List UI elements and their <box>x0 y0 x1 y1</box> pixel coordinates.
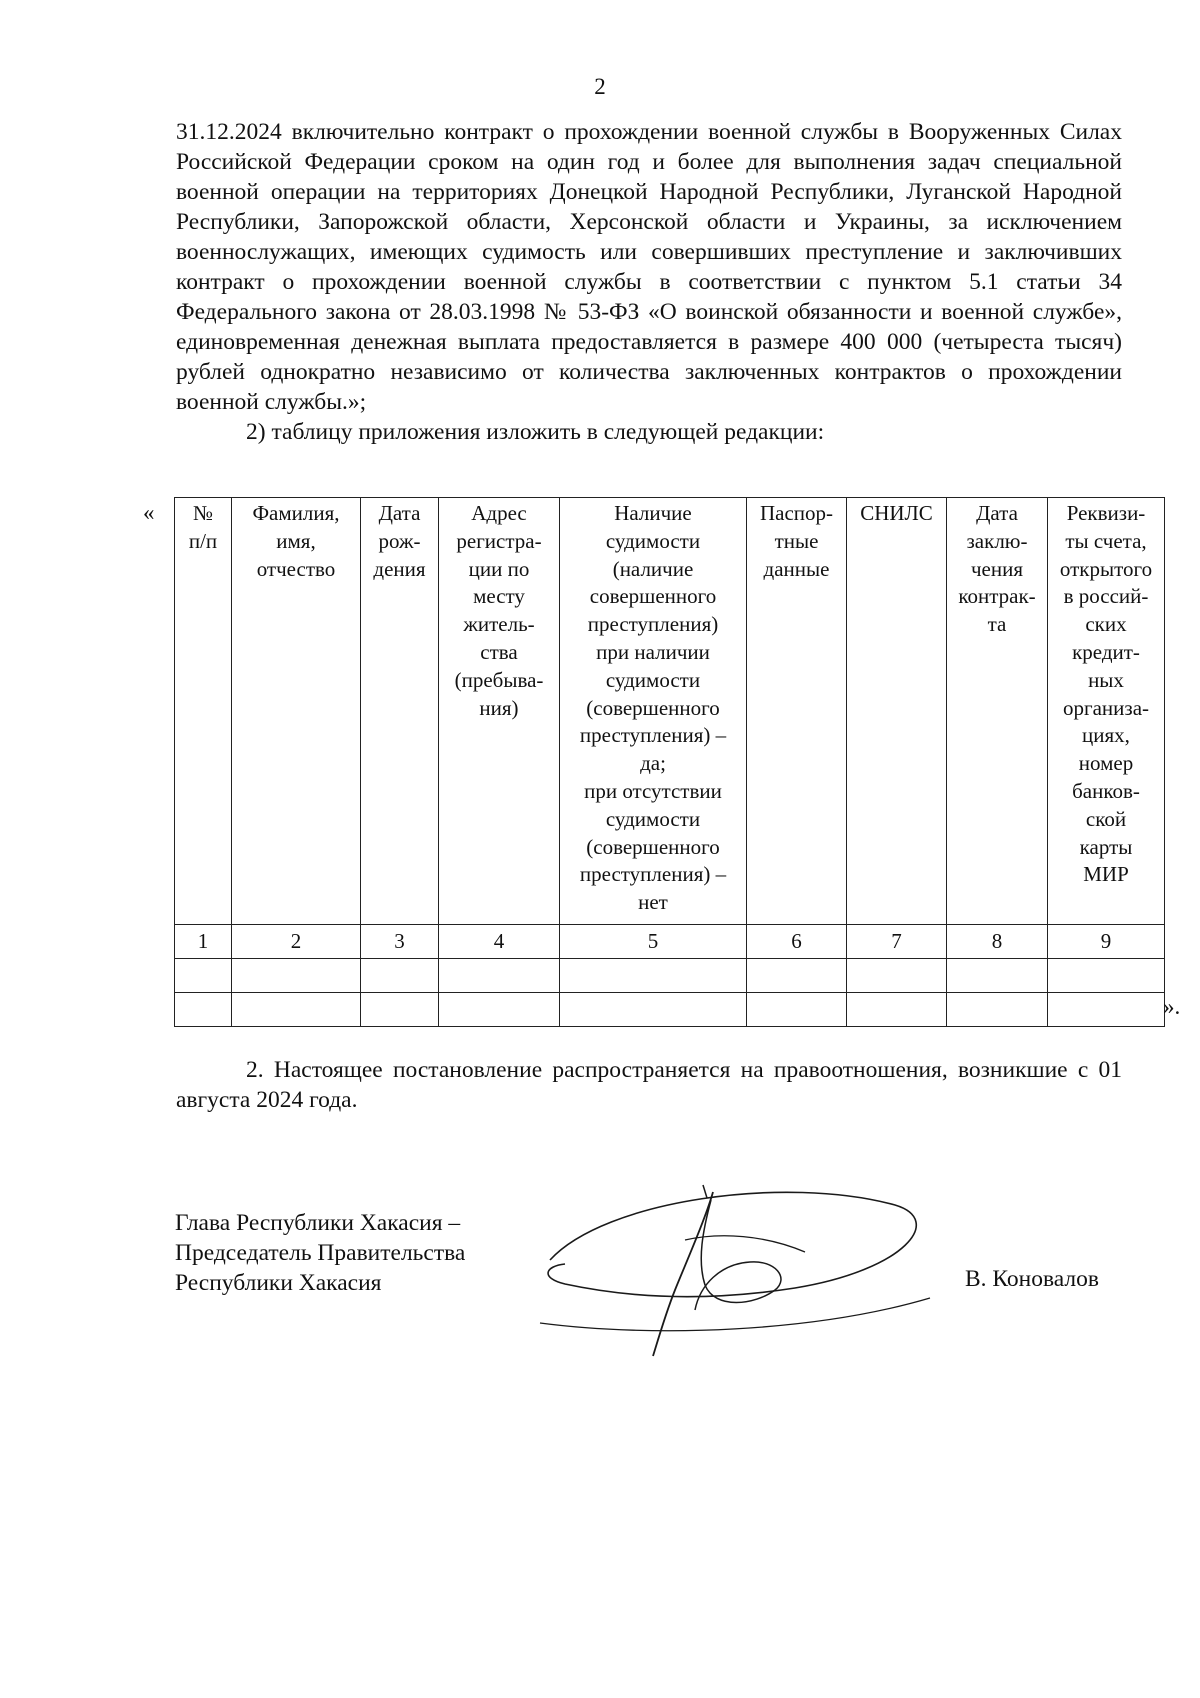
table-header-row <box>175 498 1165 925</box>
signature-image <box>535 1180 935 1360</box>
header-cell-full-name: Фамилия, имя, отчество <box>232 498 361 925</box>
table-cell <box>232 993 361 1027</box>
table-cell <box>439 993 560 1027</box>
table-cell <box>361 993 439 1027</box>
table-cell <box>747 993 847 1027</box>
header-cell-snils: СНИЛС <box>847 498 947 925</box>
column-number: 6 <box>747 925 847 959</box>
table-cell <box>439 959 560 993</box>
column-number: 8 <box>947 925 1048 959</box>
table-cell <box>1048 993 1165 1027</box>
table-cell <box>175 993 232 1027</box>
column-number: 1 <box>175 925 232 959</box>
paragraph-effective-date: 2. Настоящее постановление распространяется на правоотношения, возникшие с 01 августа 2024 года. <box>176 1057 1122 1113</box>
signer-title: Глава Республики Хакасия – Председатель Правительства Республики Хакасия <box>175 1210 466 1296</box>
page-number: 2 <box>594 74 606 99</box>
table-cell <box>560 993 747 1027</box>
decree-text <box>176 117 1122 447</box>
table-cell <box>1048 959 1165 993</box>
table-cell <box>232 959 361 993</box>
table-cell <box>847 993 947 1027</box>
header-cell-contract-date: Дата заклю- чения контрак- та <box>947 498 1048 925</box>
column-number: 3 <box>361 925 439 959</box>
table-cell <box>560 959 747 993</box>
header-cell-address: Адрес регистра- ции по месту житель- ства (пребыва- ния) <box>439 498 560 925</box>
column-number: 7 <box>847 925 947 959</box>
table-cell <box>747 959 847 993</box>
table-row <box>175 959 1165 993</box>
appendix-table <box>174 497 1165 1027</box>
column-number: 9 <box>1048 925 1165 959</box>
column-number: 2 <box>232 925 361 959</box>
closing-quote: ». <box>1163 994 1181 1019</box>
table-row <box>175 993 1165 1027</box>
header-cell-passport: Паспор- тные данные <box>747 498 847 925</box>
header-cell-bank-details: Реквизи- ты счета, открытого в россий- ских кредит- ных организа- циях, номер банков- ской карты МИР <box>1048 498 1165 925</box>
table-cell <box>947 993 1048 1027</box>
signer-name: В. Коновалов <box>965 1266 1100 1292</box>
opening-quote: « <box>143 500 155 525</box>
header-cell-birth-date: Дата рож- дения <box>361 498 439 925</box>
table-cell <box>175 959 232 993</box>
decree-effective-clause <box>176 1055 1122 1115</box>
paragraph-table-intro: 2) таблицу приложения изложить в следующей редакции: <box>246 419 825 445</box>
paragraph-continuation: 31.12.2024 включительно контракт о прохождении военной службы в Вооруженных Силах Российской Федерации сроком на один год и более для выполнения задач специальной военной операции на территориях Донецкой Народной Республики, Луганской Народной Республики, Запорожской области, Херсонской области и Украины, за исключением военнослужащих, имеющих судимость или совершивших преступление и заключивших контракт о прохождении военной службы в соответствии с пунктом 5.1 статьи 34 Федерального закона от 28.03.1998 № 53-ФЗ «О воинской обязанности и военной службе», единовременная денежная выплата предоставляется в размере 400 000 (четыреста тысяч) рублей однократно независимо от количества заключенных контрактов о прохождении военной службы.»; <box>176 119 1122 415</box>
header-cell-criminal-record: Наличие судимости (наличие совершенного преступления) при наличии судимости (совершенного преступления) – да; при отсутствии судимости (совершенного преступления) – нет <box>560 498 747 925</box>
header-cell-number: № п/п <box>175 498 232 925</box>
column-number: 5 <box>560 925 747 959</box>
table-cell <box>847 959 947 993</box>
table-column-numbers-row <box>175 925 1165 959</box>
table-cell <box>947 959 1048 993</box>
table-cell <box>361 959 439 993</box>
column-number: 4 <box>439 925 560 959</box>
